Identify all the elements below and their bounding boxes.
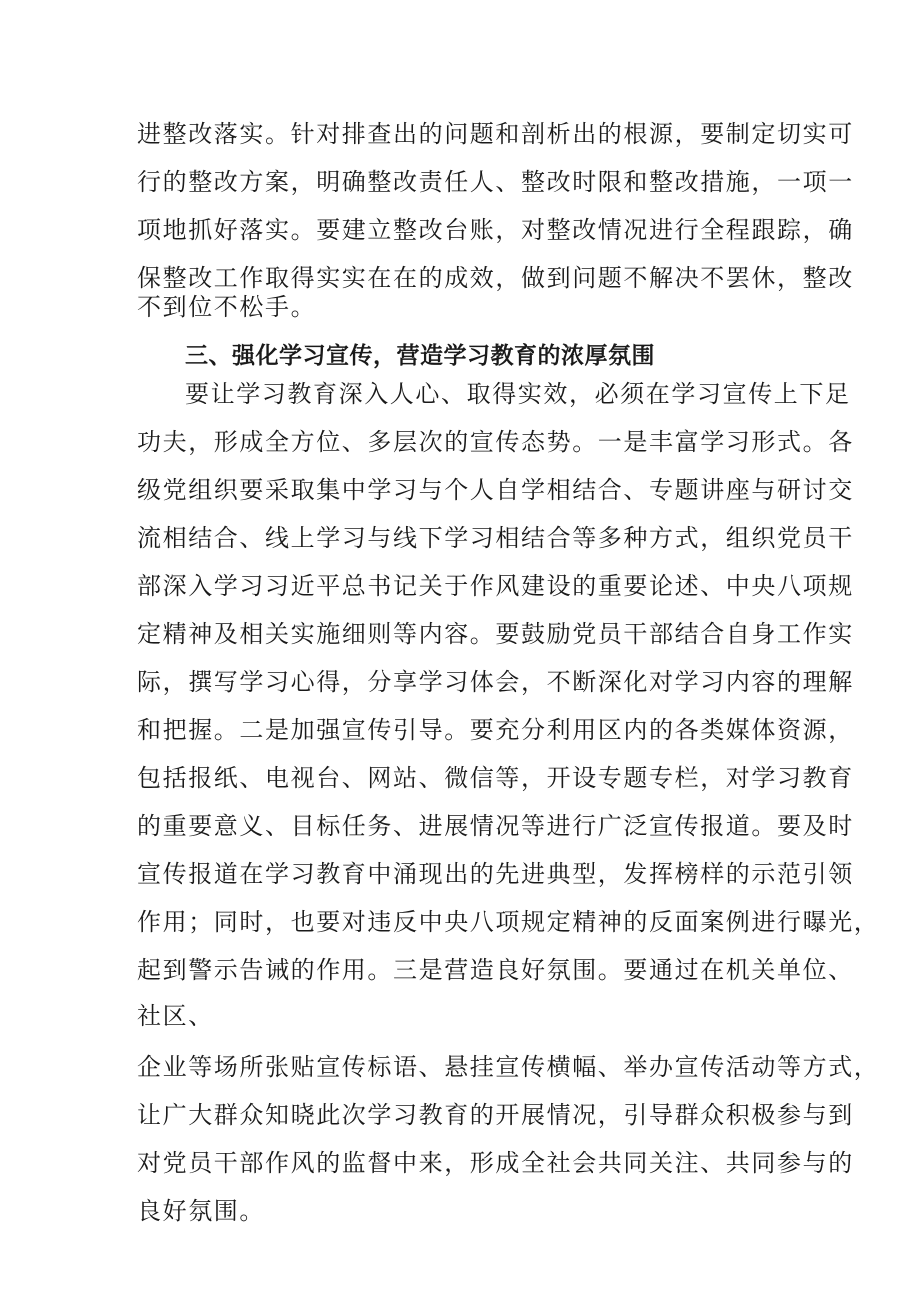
section-heading: 三、强化学习宣传，营造学习教育的浓厚氛围 — [185, 343, 655, 369]
paragraph-line: 保整改工作取得实实在在的成效，做到问题不解决不罢休，整改 — [137, 264, 854, 292]
paragraph-line: 行的整改方案，明确整改责任人、整改时限和整改措施，一项一 — [137, 168, 854, 196]
paragraph-line: 和把握。二是加强宣传引导。要充分利用区内的各类媒体资源， — [137, 716, 854, 744]
paragraph-line: 对党员干部作风的监督中来，形成全社会共同关注、共同参与的 — [137, 1149, 854, 1177]
paragraph-line: 企业等场所张贴宣传标语、悬挂宣传横幅、举办宣传活动等方式， — [137, 1053, 880, 1081]
paragraph-line: 宣传报道在学习教育中涌现出的先进典型，发挥榜样的示范引领 — [137, 860, 854, 888]
paragraph-line: 项地抓好落实。要建立整改台账，对整改情况进行全程跟踪，确 — [137, 216, 854, 244]
paragraph-line: 良好氛围。 — [137, 1197, 265, 1225]
paragraph-line: 进整改落实。针对排查出的问题和剖析出的根源，要制定切实可 — [137, 120, 854, 148]
paragraph-line: 流相结合、线上学习与线下学习相结合等多种方式，组织党员干 — [137, 524, 854, 552]
paragraph-line: 级党组织要采取集中学习与个人自学相结合、专题讲座与研讨交 — [137, 476, 854, 504]
paragraph-line: 部深入学习习近平总书记关于作风建设的重要论述、中央八项规 — [137, 572, 854, 600]
paragraph-line: 社区、 — [137, 1002, 214, 1030]
paragraph-line: 定精神及相关实施细则等内容。要鼓励党员干部结合自身工作实 — [137, 620, 854, 648]
paragraph-line: 让广大群众知晓此次学习教育的开展情况，引导群众积极参与到 — [137, 1101, 854, 1129]
paragraph-line: 作用；同时，也要对违反中央八项规定精神的反面案例进行曝光， — [137, 908, 880, 936]
paragraph-line: 起到警示告诫的作用。三是营造良好氛围。要通过在机关单位、 — [137, 956, 854, 984]
paragraph-line: 功夫，形成全方位、多层次的宣传态势。一是丰富学习形式。各 — [137, 428, 854, 456]
paragraph-line: 要让学习教育深入人心、取得实效，必须在学习宣传上下足 — [185, 380, 851, 408]
paragraph-line: 包括报纸、电视台、网站、微信等，开设专题专栏，对学习教育 — [137, 764, 854, 792]
paragraph-line: 不到位不松手。 — [137, 293, 317, 321]
paragraph-line: 的重要意义、目标任务、进展情况等进行广泛宣传报道。要及时 — [137, 812, 854, 840]
paragraph-line: 际，撰写学习心得，分享学习体会，不断深化对学习内容的理解 — [137, 668, 854, 696]
